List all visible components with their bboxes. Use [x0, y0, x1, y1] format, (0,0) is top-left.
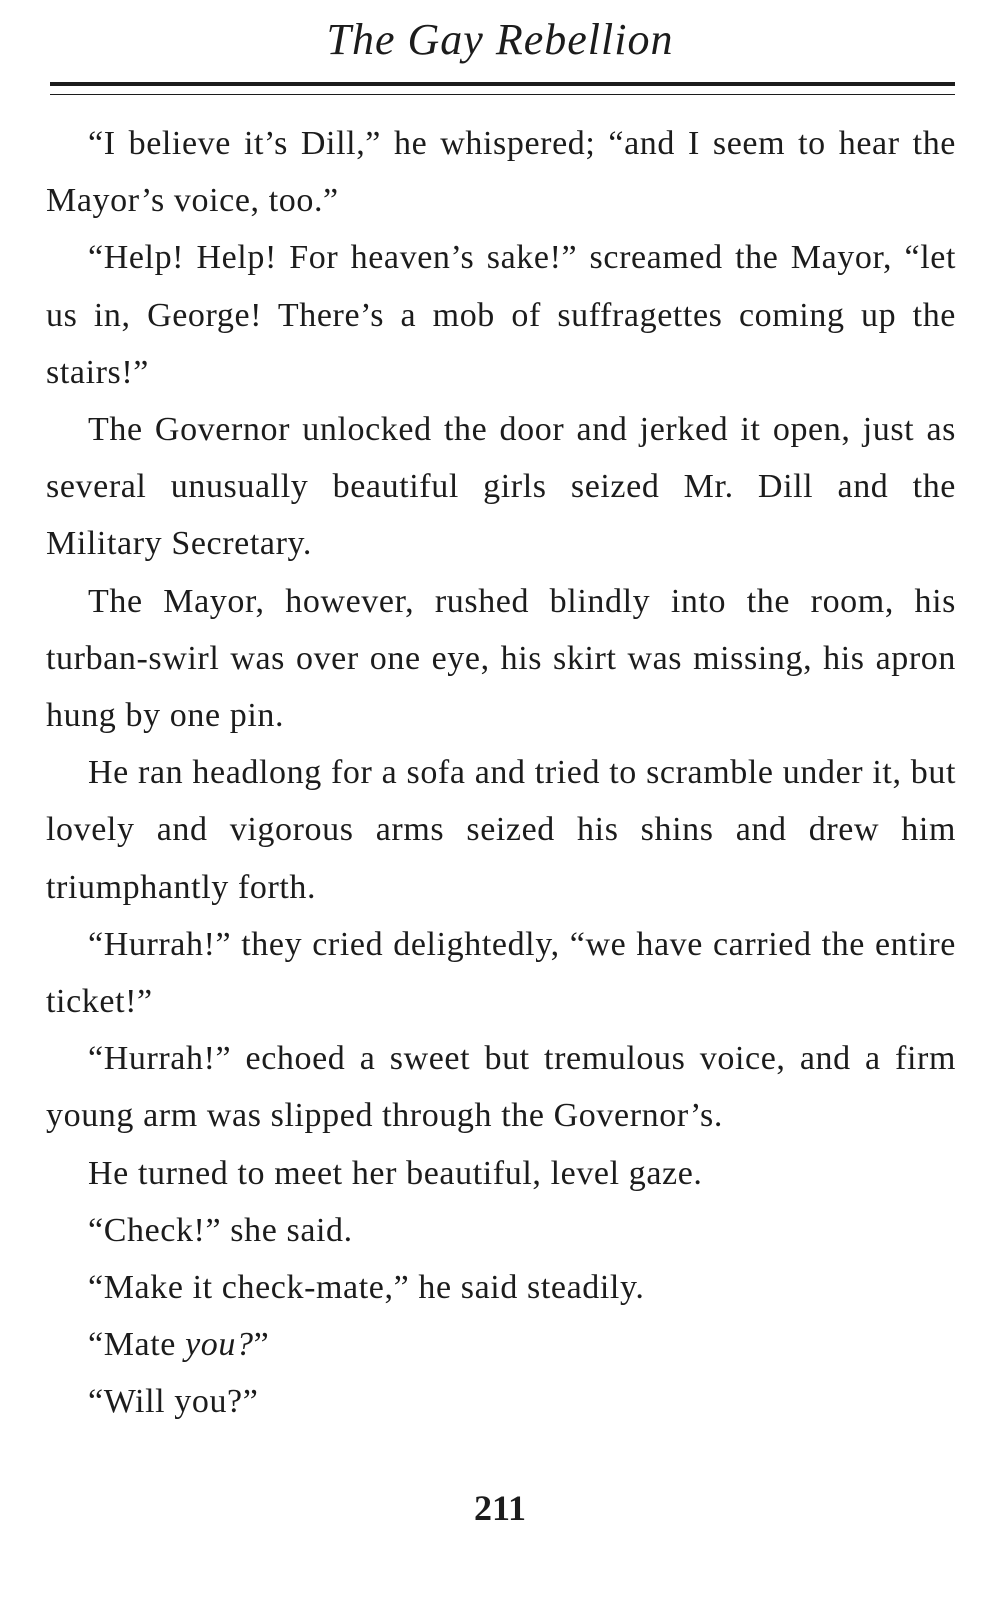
running-head-title: The Gay Rebellion — [326, 15, 674, 64]
paragraph: “Hurrah!” they cried delightedly, “we have carried the entire ticket!” — [46, 925, 956, 1021]
paragraph: “Make it check-mate,” he said steadily. — [88, 1269, 645, 1307]
body-text — [46, 115, 956, 1431]
paragraph: “I believe it’s Dill,” he whispered; “and I seem to hear the Mayor’s voice, too.” — [46, 125, 956, 220]
paragraph: “Check!” she said. — [88, 1211, 353, 1249]
paragraph: “Help! Help! For heaven’s sake!” screamed the Mayor, “let us in, George! There’s a mob of suffragettes coming up the stairs!” — [46, 239, 956, 391]
header-rule-thick — [50, 82, 955, 86]
paragraph: He ran headlong for a sofa and tried to scramble under it, but lovely and vigorous arms seized his shins and drew him triumphantly forth. — [46, 754, 956, 906]
paragraph: “Will you?” — [88, 1383, 259, 1421]
paragraph: He turned to meet her beautiful, level gaze. — [88, 1154, 703, 1192]
mate-line-emphasis: you? — [185, 1326, 254, 1364]
paragraph: “Hurrah!” echoed a sweet but tremulous voice, and a firm young arm was slipped through the Governor’s. — [46, 1040, 956, 1135]
paragraph: The Mayor, however, rushed blindly into the room, his turban-swirl was over one eye, his skirt was missing, his apron hung by one pin. — [46, 582, 956, 735]
page-number: 211 — [473, 1488, 526, 1528]
header-rule-thin — [50, 94, 955, 95]
mate-line-before: “Mate — [88, 1326, 186, 1364]
paragraph: The Governor unlocked the door and jerked it open, just as several unusually beautiful girls seized Mr. Dill and the Military Secretary. — [46, 411, 956, 563]
paragraph-mate-you — [46, 1316, 956, 1373]
mate-line-after: ” — [253, 1326, 270, 1364]
